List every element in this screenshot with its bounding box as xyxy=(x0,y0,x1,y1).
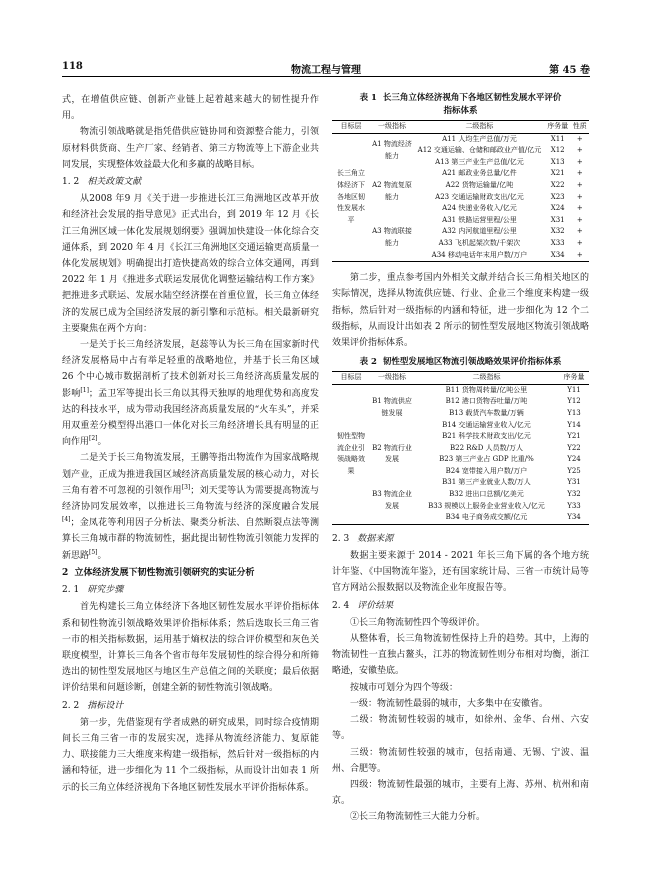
sign-cell: + xyxy=(576,238,583,247)
section-title: 立体经济发展下韧性物流引领研究的实证分析 xyxy=(74,567,255,578)
code-cell: X12 xyxy=(550,146,565,155)
paragraph-direction-2: 二是关于长三角物流发展，王鹏等指出物流作为国家战略规划产业，正成为推进我国区域经济高质量发展的核心动力，对长三角有着不可忽视的引领作用[3]；刘天雯等认为需要提高物流与经济协同发展效率，以推进长三角物流与经济的深度融合发展[4]；金凤花等利用因子分析法、聚类分析法、自然断裂点法等测算长三角城市群的物流韧性，据此提出韧性物流引领能力发挥的新思路[5]。 xyxy=(62,453,319,561)
paragraph-overall-trend: 从整体看，长三角物流韧性保持上升的趋势。其中，上海的物流韧性一直独占鳌头，江苏的物流韧性则分布相对均衡，浙江略逊，安徽垫底。 xyxy=(332,634,589,677)
table-header-cell: 一级指标 xyxy=(378,122,406,130)
paragraph-step-two: 第二步，重点参考国内外相关文献并结合长三角相关地区的实际情况，选择从物流供应链、行业、企业三个维度来构建一级指标，然后针对一级指标的内涵和特征，进一步细化为 12 个二级指标，从而设计出如表 2 所示的韧性型发展地区物流引领战略效果评价指标体系。 xyxy=(332,273,589,348)
code-cell: X23 xyxy=(550,192,565,201)
code-cell: X24 xyxy=(550,204,565,213)
indicator-cell: A13 第三产业生产总值/亿元 xyxy=(435,157,524,166)
code-cell: Y34 xyxy=(567,513,581,522)
code-cell: Y25 xyxy=(567,466,581,475)
section-title: 评价结果 xyxy=(357,600,394,611)
section-2-heading xyxy=(62,565,319,581)
volume-label: 第 45 卷 xyxy=(549,65,590,76)
level-2-item: 二级：物流韧性较弱的城市，如徐州、金华、台州、六安等。 xyxy=(332,715,589,742)
code-cell: X21 xyxy=(550,169,565,178)
code-cell: X11 xyxy=(550,134,565,143)
code-cell: Y33 xyxy=(567,501,581,510)
table-2-body xyxy=(332,384,589,524)
code-cell: Y21 xyxy=(567,432,581,441)
indicator-cell: A11 人均生产总值/万元 xyxy=(442,134,517,143)
table-header-cell: 一级指标 xyxy=(378,373,406,382)
paragraph-logistics-strategy: 物流引领战略就是指凭借供应链协同和资源整合能力，引领原材料供货商、生产厂家、经销者、第三方物流等上下游企业共同发展，实现整体效益最大化和多赢的战略目标。 xyxy=(62,127,319,170)
sign-cell: + xyxy=(576,146,583,155)
table-row xyxy=(332,168,589,180)
table-header-cell: 二级指标 xyxy=(472,373,501,382)
section-2-4-heading xyxy=(332,598,589,614)
code-cell: Y14 xyxy=(567,420,581,429)
right-column xyxy=(332,92,589,826)
table-number: 表 2 xyxy=(359,357,377,368)
left-column xyxy=(62,92,319,796)
section-title: 数据来源 xyxy=(357,533,394,544)
section-number: 2. 4 xyxy=(332,600,350,611)
indicator-cell: A22 货物运输量/亿吨 xyxy=(445,180,514,189)
section-1-2-heading xyxy=(62,174,319,190)
indicator-cell: A32 内河航道里程/公里 xyxy=(442,227,517,236)
paragraph-data-source: 数据主要来源于 2014 - 2021 年长三角下属的各个地方统计年鉴、《中国物流年鉴》，还有国家统计局、三省一市统计局等官方网站公报数据以及物流企业年度报告等。 xyxy=(332,551,589,594)
indicator-cell: A33 飞机起架次数/千架次 xyxy=(438,238,521,247)
table-title-line-2: 指标体系 xyxy=(443,106,478,116)
paragraph-indicator-design: 第一步，先借鉴现有学者成熟的研究成果，同时综合疫情期间长三角三省一市的发展实况，选择从物流经济能力、复原能力、联接能力三大维度来构建一级指标，然后针对一级指标的内涵和特征，进一步细化为 11 个二级指标，从而设计出如表 1 所示的长三角立体经济视角下各地区韧性发展水平评价指标体系。 xyxy=(62,717,319,793)
indicator-cell: A24 快递业务收入/亿元 xyxy=(442,204,517,213)
code-cell: X32 xyxy=(550,227,565,236)
indicator-cell: A34 移动电话年末用户数/万户 xyxy=(431,250,528,259)
level-1-cell: B1 物流供应链发展 xyxy=(372,397,412,417)
citation-ref: [4] xyxy=(62,516,71,524)
table-row xyxy=(332,431,589,443)
paragraph-direction-1: 一是关于长三角经济发展，赵蕊等认为长三角在国家新时代经济发展格局中占有举足轻重的战略地位，并基于长三角区域 26 个中心城市数据剖析了技术创新对长三角经济高质量发展的影响[1]；孟卫军等提出长三角以其得天独厚的地理优势和高度发达的科技水平，成为带动我国经济高质量发展的“火车头”，并采用双重差分模型得出港口一体化对长三角经济增长具有明显的正向作用[2]。 xyxy=(62,340,319,448)
indicator-cell: B23 第三产业占 GDP 比重/% xyxy=(439,455,534,464)
table-2 xyxy=(332,371,589,525)
section-2-3-heading xyxy=(332,531,589,547)
table-row xyxy=(332,215,589,227)
citation-ref: [2] xyxy=(89,435,98,443)
level-3-item: 三级：物流韧性较强的城市，包括南通、无锡、宁波、温州、合肥等。 xyxy=(332,747,589,774)
indicator-cell: A12 交通运输、仓储和邮政业产值/亿元 xyxy=(417,146,542,155)
code-cell: Y13 xyxy=(567,408,581,417)
indicator-cell: B31 第三产业就业人数/万人 xyxy=(442,478,531,487)
goal-cell: 韧性型物流企业引领战略效果 xyxy=(337,432,365,475)
table-1 xyxy=(332,120,589,262)
section-number: 2. 1 xyxy=(62,585,80,596)
sign-cell: + xyxy=(576,192,583,201)
paragraph-city-levels: 按城市可划分为四个等级： xyxy=(350,682,459,693)
indicator-cell: B22 R&D 人员数/万人 xyxy=(449,443,523,452)
indicator-cell: B21 科学技术财政支出/亿元 xyxy=(442,432,531,441)
sign-cell: + xyxy=(576,180,583,189)
table-header-cell: 序务量 xyxy=(563,373,585,382)
code-cell: Y12 xyxy=(567,397,581,406)
citation-ref: [5] xyxy=(89,548,98,556)
level-1-cell: A2 物流复原能力 xyxy=(372,180,412,201)
table-1-caption xyxy=(332,92,589,118)
item-four-levels: ①长三角物流韧性四个等级评价。 xyxy=(350,617,486,628)
indicator-cell: B12 港口货物吞吐量/万吨 xyxy=(445,397,528,406)
code-cell: X31 xyxy=(550,215,565,224)
table-number: 表 1 xyxy=(359,93,377,103)
indicator-cell: B13 载货汽车数量/万辆 xyxy=(449,408,524,417)
indicator-cell: A31 铁路运营里程/公里 xyxy=(442,215,517,224)
table-2-caption xyxy=(332,356,589,369)
code-cell: X34 xyxy=(550,250,565,259)
level-1-cell: A1 物流经济能力 xyxy=(372,140,412,160)
sign-cell: + xyxy=(576,250,583,259)
sign-cell: + xyxy=(576,169,583,178)
code-cell: Y11 xyxy=(567,385,581,394)
journal-title: 物流工程与管理 xyxy=(291,65,361,76)
table-1-body xyxy=(332,133,589,262)
section-number: 2 xyxy=(62,567,69,578)
indicator-cell: B32 进出口总额/亿美元 xyxy=(449,490,524,499)
sign-cell: + xyxy=(576,134,583,143)
code-cell: Y31 xyxy=(567,478,581,487)
indicator-cell: B34 电子商务成交额/亿元 xyxy=(445,513,528,522)
page-header xyxy=(62,60,590,77)
code-cell: Y22 xyxy=(567,443,581,452)
citation-ref: [3] xyxy=(181,483,191,491)
level-1-cell: A3 物流联接能力 xyxy=(372,227,412,247)
item-three-capabilities: ②长三角物流韧性三大能力分析。 xyxy=(350,812,486,823)
paragraph-continued: 式，在增值供应链、创新产业链上起着越来越大的韧性提升作用。 xyxy=(62,95,319,122)
table-row xyxy=(332,384,589,396)
table-header-cell: 目标层 xyxy=(340,122,362,130)
table-header-cell: 二级指标 xyxy=(465,122,494,130)
level-1-cell: B2 物流行业发展 xyxy=(372,443,412,464)
table-row xyxy=(332,133,589,145)
section-title: 指标设计 xyxy=(87,700,124,711)
table-title: 长三角立体经济视角下各地区韧性发展水平评价 xyxy=(382,93,562,103)
table-row xyxy=(332,477,589,489)
code-cell: Y24 xyxy=(567,455,581,464)
sign-cell: + xyxy=(576,215,583,224)
indicator-cell: B14 交通运输营业收入/亿元 xyxy=(442,420,531,429)
table-title: 韧性型发展地区物流引领战略效果评价指标体系 xyxy=(382,357,562,368)
indicator-cell: B11 货物周转量/亿吨公里 xyxy=(445,385,528,394)
indicator-cell: B33 规模以上服务企业营业收入/亿元 xyxy=(428,501,545,510)
indicator-cell: B24 宽带接入用户数/万户 xyxy=(445,466,528,475)
sign-cell: + xyxy=(576,204,583,213)
level-1-item: 一级：物流韧性最弱的城市，大多集中在安徽省。 xyxy=(350,698,549,709)
section-2-1-heading xyxy=(62,582,319,598)
goal-cell: 长三角立体经济下各地区韧性发展水平 xyxy=(337,169,365,224)
section-2-2-heading xyxy=(62,698,319,714)
table-header-cell: 序务量 xyxy=(547,122,569,130)
table-header-cell: 性质 xyxy=(572,122,587,130)
indicator-cell: A23 交通运输财政支出/亿元 xyxy=(435,192,524,201)
level-1-cell: B3 物流企业发展 xyxy=(372,490,412,510)
code-cell: Y32 xyxy=(567,490,581,499)
section-title: 研究步骤 xyxy=(87,585,124,596)
code-cell: X13 xyxy=(550,157,565,166)
citation-ref: [1] xyxy=(80,386,89,394)
code-cell: X33 xyxy=(550,238,565,247)
table-header-row xyxy=(332,372,589,385)
paragraph-policy: 从2008 年9 月《关于进一步推进长江三角洲地区改革开放和经济社会发展的指导意见》正式出台，到 2019 年 12 月《长江三角洲区域一体化发展规划纲要》强调加快建设一体化综合交通体系，到 2020 年 4 月《长江三角洲地区交通运输更高质量一体化发展规划》明确提出打造快捷高效的综合立体交通网，再到 2022 年 1 月《推进多式联运发展优化调整运输结构工作方案》把推进多式联运、发展水陆空经济摆在首重位置，长三角立体经济的发展已成为全国经济发展的新引擎和示范标。相关最新研究主要聚焦在两个方向： xyxy=(62,194,319,334)
sign-cell: + xyxy=(576,227,583,236)
section-number: 2. 2 xyxy=(62,700,80,711)
sign-cell: + xyxy=(576,157,583,166)
code-cell: X22 xyxy=(550,180,565,189)
section-title: 相关政策文献 xyxy=(87,177,142,188)
section-number: 2. 3 xyxy=(332,533,350,544)
table-header-row xyxy=(332,121,589,134)
indicator-cell: A21 邮政业务总量/亿件 xyxy=(442,169,517,178)
table-header-cell: 目标层 xyxy=(340,373,362,382)
level-4-item: 四级：物流韧性最强的城市，主要有上海、苏州、杭州和南京。 xyxy=(332,779,589,807)
page-number: 118 xyxy=(62,61,83,72)
paragraph-research-steps: 首先构建长三角立体经济下各地区韧性发展水平评价指标体系和韧性物流引领战略效果评价指标体系；然后选取长三角三省一市的相关指标数据，运用基于熵权法的综合评价模型和灰色关联度模型，计算长三角各个省市每年发展韧性的综合得分和所筛选出的韧性型发展地区与地区生产总值之间的关联度；最后依据评价结果和问题诊断，创建全新的韧性物流引领战略。 xyxy=(62,602,319,694)
section-number: 1. 2 xyxy=(62,177,80,188)
